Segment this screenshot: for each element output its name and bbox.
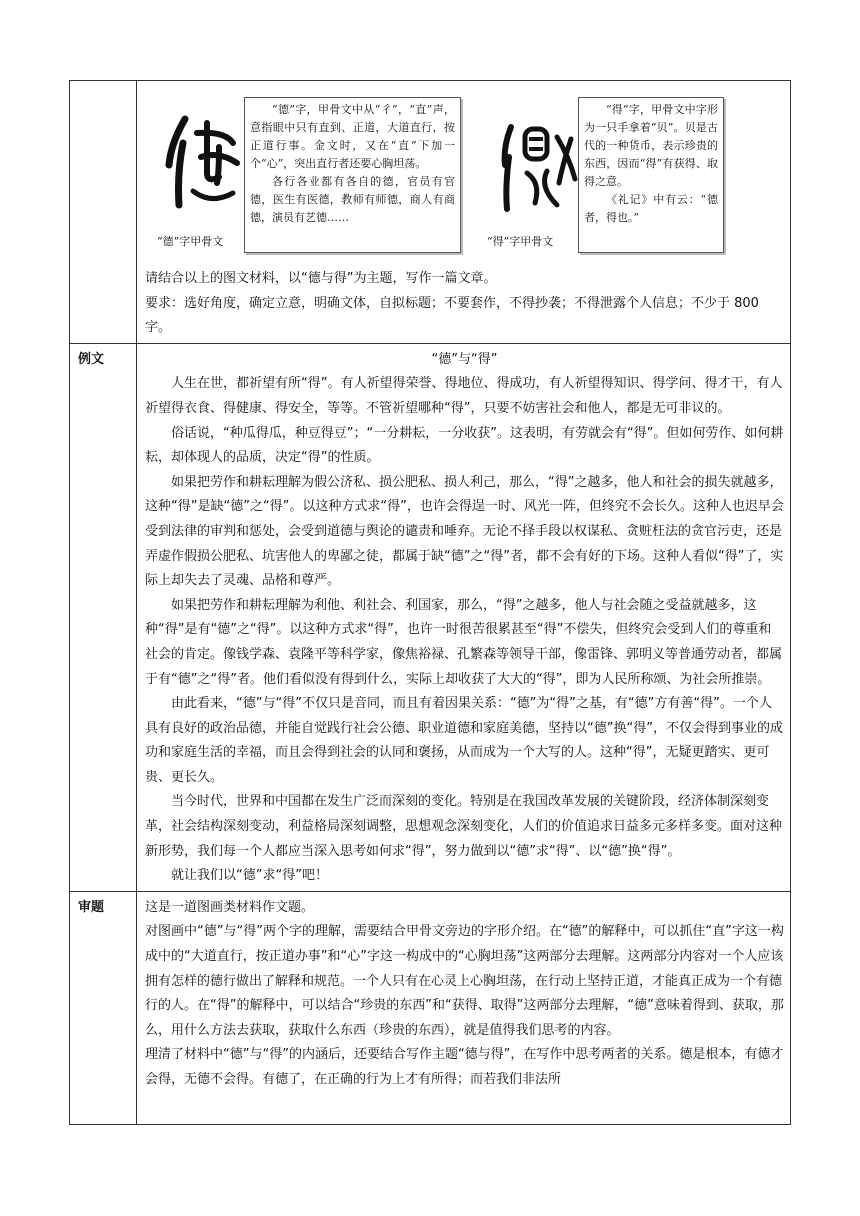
analysis-paragraph: 对图画中“德”与“得”两个字的理解，需要结合甲骨文旁边的字形介绍。在“德”的解释中，可以抓住“直”字这一构成中的“大道直行，按正道办事”和“心”字这一构成中的“心胸坦荡”这两部分去理解。这两部分内容对一个人应该拥有怎样的德行做出了解释和规范。一个人只有在心灵上心胸坦荡，在行动上坚持正道，才能真正成为一个有德行的人。在“得”的解释中，可以结合“珍贵的东西”和“获得、取得”这两部分去理解，“德”意味着得到、获取，那么，用什么方法去获取，获取什么东西（珍贵的东西），就是值得我们思考的内容。	[145, 924, 784, 1038]
material-label-cell	[70, 81, 137, 344]
de2-explanation-para-1: “得”字，甲骨文中字形为一只手拿着“贝”。贝是古代的一种货币，表示珍贵的东西，因而“得”有获得、取得之意。	[584, 103, 718, 188]
analysis-paragraph: 这是一道图画类材料作文题。	[145, 899, 315, 915]
analysis-clip	[145, 896, 784, 1116]
figures-area	[145, 85, 784, 253]
essay-row	[70, 343, 791, 891]
de-explanation-box	[244, 97, 461, 253]
essay-paragraph: 如果把劳作和耕耘理解为利他、利社会、利国家，那么，“得”之越多，他人与社会随之受益就越多，这种“得”是有“德”之“得”。以这种方式求“得”，也许一时很苦很累甚至“得”不偿失，但终究会受到人们的尊重和社会的肯定。像钱学森、袁隆平等科学家，像焦裕禄、孔繁森等领导干部，像雷锋、郭明义等普通劳动者，都属于有“德”之“得”者。他们看似没有得到什么，实际上却收获了大大的“得”，即为人民所称颂、为社会所推崇。	[145, 597, 783, 687]
analysis-label: 审题	[70, 891, 137, 1124]
task-requirement: 要求：选好角度，确定立意，明确文体，自拟标题；不要套作，不得抄袭；不得泄露个人信息；不少于 800 字。	[145, 295, 759, 336]
essay-content-cell	[137, 343, 791, 891]
de2-caption: “得”字甲骨文	[487, 235, 554, 248]
essay-paragraph: 由此看来，“德”与“得”不仅只是音同，而且有着因果关系：“德”为“得”之基，有“德”方有善“得”。一个人具有良好的政治品德，并能自觉践行社会公德、职业道德和家庭美德，坚持以“德”换“得”，不仅会得到事业的成功和家庭生活的幸福，而且会得到社会的认同和褒扬，从而成为一个大写的人。这种“得”，无疑更踏实、更可贵、更长久。	[145, 696, 783, 785]
de2-explanation-box	[578, 97, 724, 253]
essay-paragraph: 就让我们以“德”求“得”吧！	[171, 868, 328, 884]
essay-paragraph: 人生在世，都祈望有所“得”。有人祈望得荣誉、得地位、得成功，有人祈望得知识、得学问、得才干，有人祈望得衣食、得健康、得安全，等等。不管祈望哪种“得”，只要不妨害社会和他人，都是无可非议的。	[145, 376, 783, 416]
essay-paragraph: 俗话说，“种瓜得瓜，种豆得豆”；“一分耕耘，一分收获”。这表明，有劳就会有“得”。但如何劳作、如何耕耘，却体现人的品质，决定“得”的性质。	[145, 425, 784, 466]
analysis-content-cell	[137, 891, 791, 1124]
material-row	[70, 81, 791, 344]
oracle-bone-de2-glyph-icon	[497, 117, 583, 217]
worksheet-table	[69, 80, 791, 1125]
de-explanation-para-2: 各行各业都有各自的德，官员有官德，医生有医德，教师有师德，商人有商德，演员有艺德……	[250, 175, 455, 224]
task-prompt: 请结合以上的图文材料，以“德与得”为主题，写作一篇文章。	[145, 271, 497, 286]
analysis-paragraph: 理清了材料中“德”与“得”的内涵后，还要结合写作主题“德与得”，在写作中思考两者的关系。德是根本，有德才会得，无德不会得。有德了，在正确的行为上才有所得；而若我们非法所	[145, 1047, 784, 1087]
essay-paragraph: 如果把劳作和耕耘理解为假公济私、损公肥私、损人利己，那么，“得”之越多，他人和社会的损失就越多，这种“得”是缺“德”之“得”。以这种方式求“得”，也许会得逞一时、风光一阵，但终究不会长久。这种人也迟早会受到法律的审判和惩处，会受到道德与舆论的谴责和唾弃。无论不择手段以权谋私、贪赃枉法的贪官污吏，还是弄虚作假损公肥私、坑害他人的卑鄙之徒，都属于缺“德”之“得”者，都不会有好的下场。这种人看似“得”了，实际上却失去了灵魂、品格和尊严。	[145, 474, 784, 589]
analysis-row	[70, 891, 791, 1124]
essay-label: 例文	[70, 343, 137, 891]
de2-explanation-para-2: 《礼记》中有云：“德者，得也。”	[584, 193, 718, 224]
de-caption: “德”字甲骨文	[157, 235, 224, 248]
material-content-cell	[137, 81, 791, 344]
de-explanation-para-1: “德”字，甲骨文中从“彳”，“直”声，意指眼中只有直到、正道，大道直行，按正道行事。金文时，又在“直”下加一个“心”，突出直行者还要心胸坦荡。	[250, 103, 455, 170]
essay-title: “德”与“得”	[431, 351, 498, 367]
oracle-bone-de-glyph-icon	[163, 113, 243, 213]
essay-paragraph: 当今时代，世界和中国都在发生广泛而深刻的变化。特别是在我国改革发展的关键阶段，经济体制深刻变革，社会结构深刻变动，利益格局深刻调整，思想观念深刻变化，人们的价值追求日益多元多样多变。面对这种新形势，我们每一个人都应当深入思考如何求“得”，努力做到以“德”求“得”、以“德”换“得”。	[145, 794, 783, 859]
